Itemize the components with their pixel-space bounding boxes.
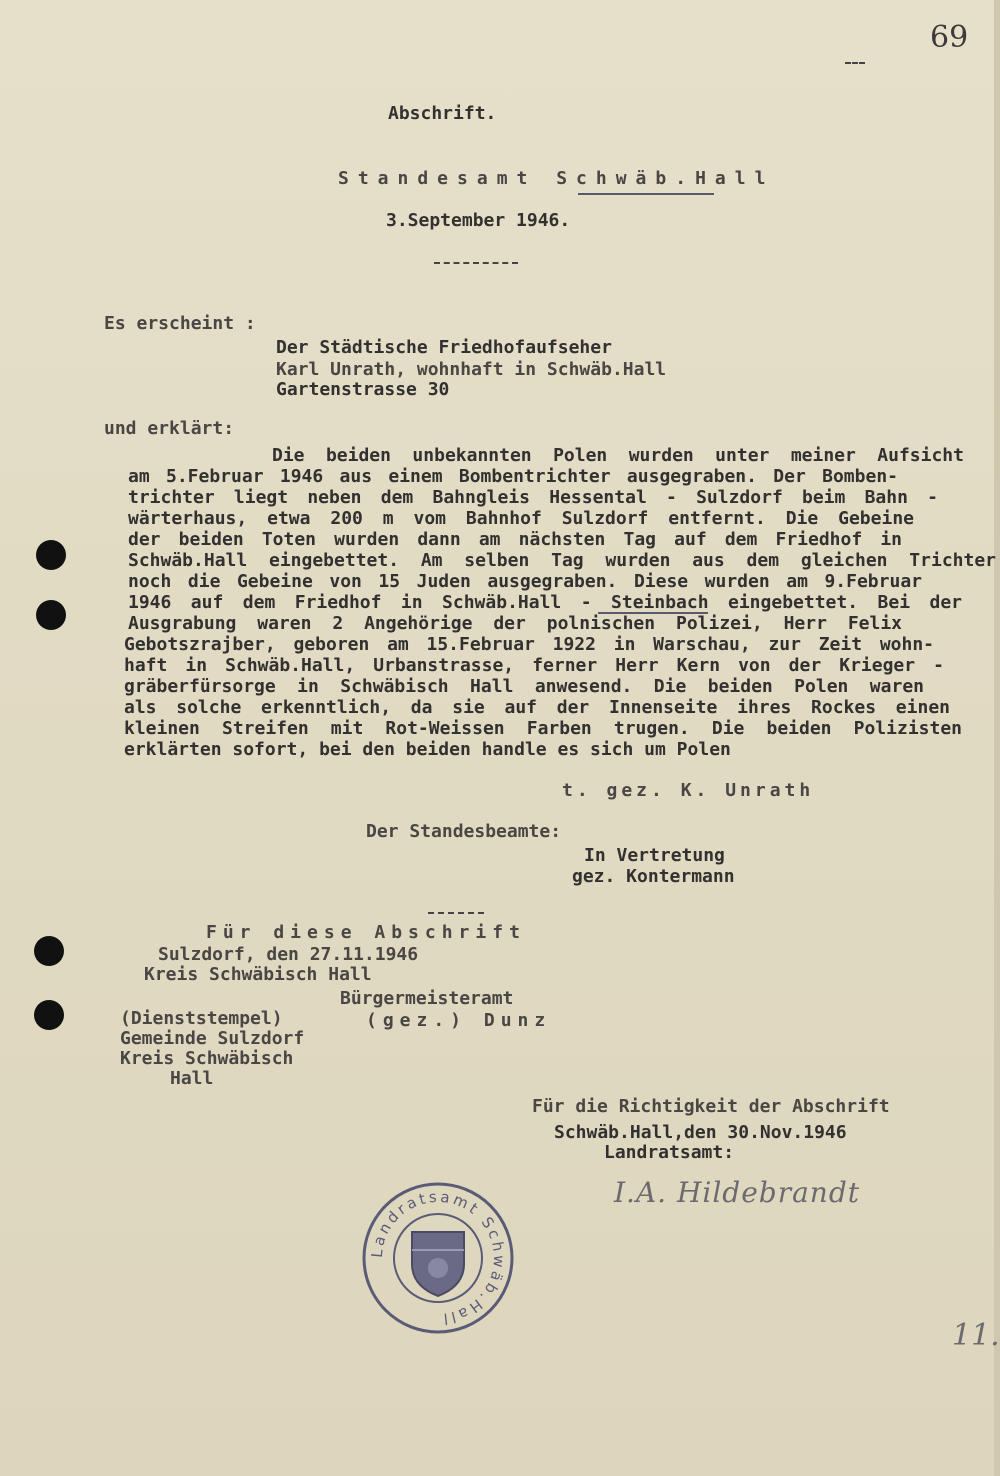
seal-line: Gemeinde Sulzdorf	[120, 1028, 305, 1049]
body-line: Schwäb.Hall eingebettet. Am selben Tag wurden aus dem gleichen Trichter	[128, 550, 996, 571]
page-edge	[994, 0, 1000, 1476]
punch-hole	[34, 936, 64, 966]
declaration-intro: und erklärt:	[104, 418, 235, 439]
copy-district: Kreis Schwäbisch Hall	[144, 964, 372, 985]
document-title: Abschrift.	[388, 103, 497, 124]
declarant-signature: t. gez. K. Unrath	[562, 780, 815, 801]
body-line: noch die Gebeine von 15 Juden ausgegraben. Diese wurden am 9.Februar	[128, 571, 922, 592]
person-line: Der Städtische Friedhofaufseher	[276, 337, 612, 358]
handwritten-signature: I.A. Hildebrandt	[614, 1176, 861, 1209]
accuracy-office: Landratsamt:	[604, 1142, 735, 1163]
body-line: wärterhaus, etwa 200 m vom Bahnhof Sulzdorf entfernt. Die Gebeine	[128, 508, 914, 529]
body-line: am 5.Februar 1946 aus einem Bombentrichter ausgegraben. Der Bomben-	[128, 466, 898, 487]
body-line: als solche erkenntlich, da sie auf der Innenseite ihres Rockes einen	[124, 697, 950, 718]
corner-mark: 11.	[952, 1318, 1000, 1353]
body-line: erklärten sofort, bei den beiden handle es sich um Polen	[124, 739, 731, 760]
person-line: Gartenstrasse 30	[276, 379, 450, 400]
body-line: der beiden Toten wurden dann am nächsten Tag auf dem Friedhof in	[128, 529, 902, 550]
punch-hole	[34, 1000, 64, 1030]
accuracy-place-date: Schwäb.Hall,den 30.Nov.1946	[554, 1122, 847, 1143]
registrar-line: In Vertretung	[584, 845, 725, 866]
office-heading: Standesamt Schwäb.Hall	[338, 168, 775, 189]
body-line: Ausgrabung waren 2 Angehörige der polnischen Polizei, Herr Felix	[128, 613, 902, 634]
body-line: 1946 auf dem Friedhof in Schwäb.Hall - Steinbach eingebettet. Bei der	[128, 592, 962, 613]
accuracy-heading: Für die Richtigkeit der Abschrift	[532, 1096, 890, 1117]
copy-office: Bürgermeisteramt	[340, 988, 514, 1009]
body-line: kleinen Streifen mit Rot-Weissen Farben trugen. Die beiden Polizisten	[124, 718, 962, 739]
copy-heading: Für diese Abschrift	[206, 922, 526, 943]
body-line: Gebotszrajber, geboren am 15.Februar 1922 in Warschau, zur Zeit wohn-	[124, 634, 934, 655]
seal-line: Kreis Schwäbisch	[120, 1048, 294, 1069]
body-line: gräberfürsorge in Schwäbisch Hall anwesend. Die beiden Polen waren	[124, 676, 924, 697]
document-date: 3.September 1946.	[386, 210, 571, 231]
registrar-label: Der Standesbeamte:	[366, 821, 562, 842]
body-line: trichter liegt neben dem Bahngleis Hessental - Sulzdorf beim Bahn -	[128, 487, 938, 508]
official-stamp	[360, 1180, 516, 1336]
appearance-intro: Es erscheint :	[104, 313, 256, 334]
copy-signed: (gez.) Dunz	[366, 1010, 552, 1031]
coat-of-arms-icon	[412, 1232, 464, 1296]
section-divider	[428, 912, 484, 914]
header-divider	[434, 262, 518, 264]
seal-line: (Dienststempel)	[120, 1008, 283, 1029]
registrar-line: gez. Kontermann	[572, 866, 735, 887]
person-line: Karl Unrath, wohnhaft in Schwäb.Hall	[276, 359, 667, 380]
body-line: Die beiden unbekannten Polen wurden unter meiner Aufsicht	[272, 445, 964, 466]
punch-hole	[36, 540, 66, 570]
office-underline	[578, 193, 714, 195]
top-corner-dash	[845, 62, 865, 64]
seal-line: Hall	[170, 1068, 214, 1089]
body-line: haft in Schwäb.Hall, Urbanstrasse, ferner Herr Kern von der Krieger -	[124, 655, 944, 676]
copy-place-date: Sulzdorf, den 27.11.1946	[158, 944, 419, 965]
punch-hole	[36, 600, 66, 630]
stamp-text: Landratsamt Schwäb.Hall	[367, 1187, 509, 1328]
page-number: 69	[930, 20, 969, 55]
